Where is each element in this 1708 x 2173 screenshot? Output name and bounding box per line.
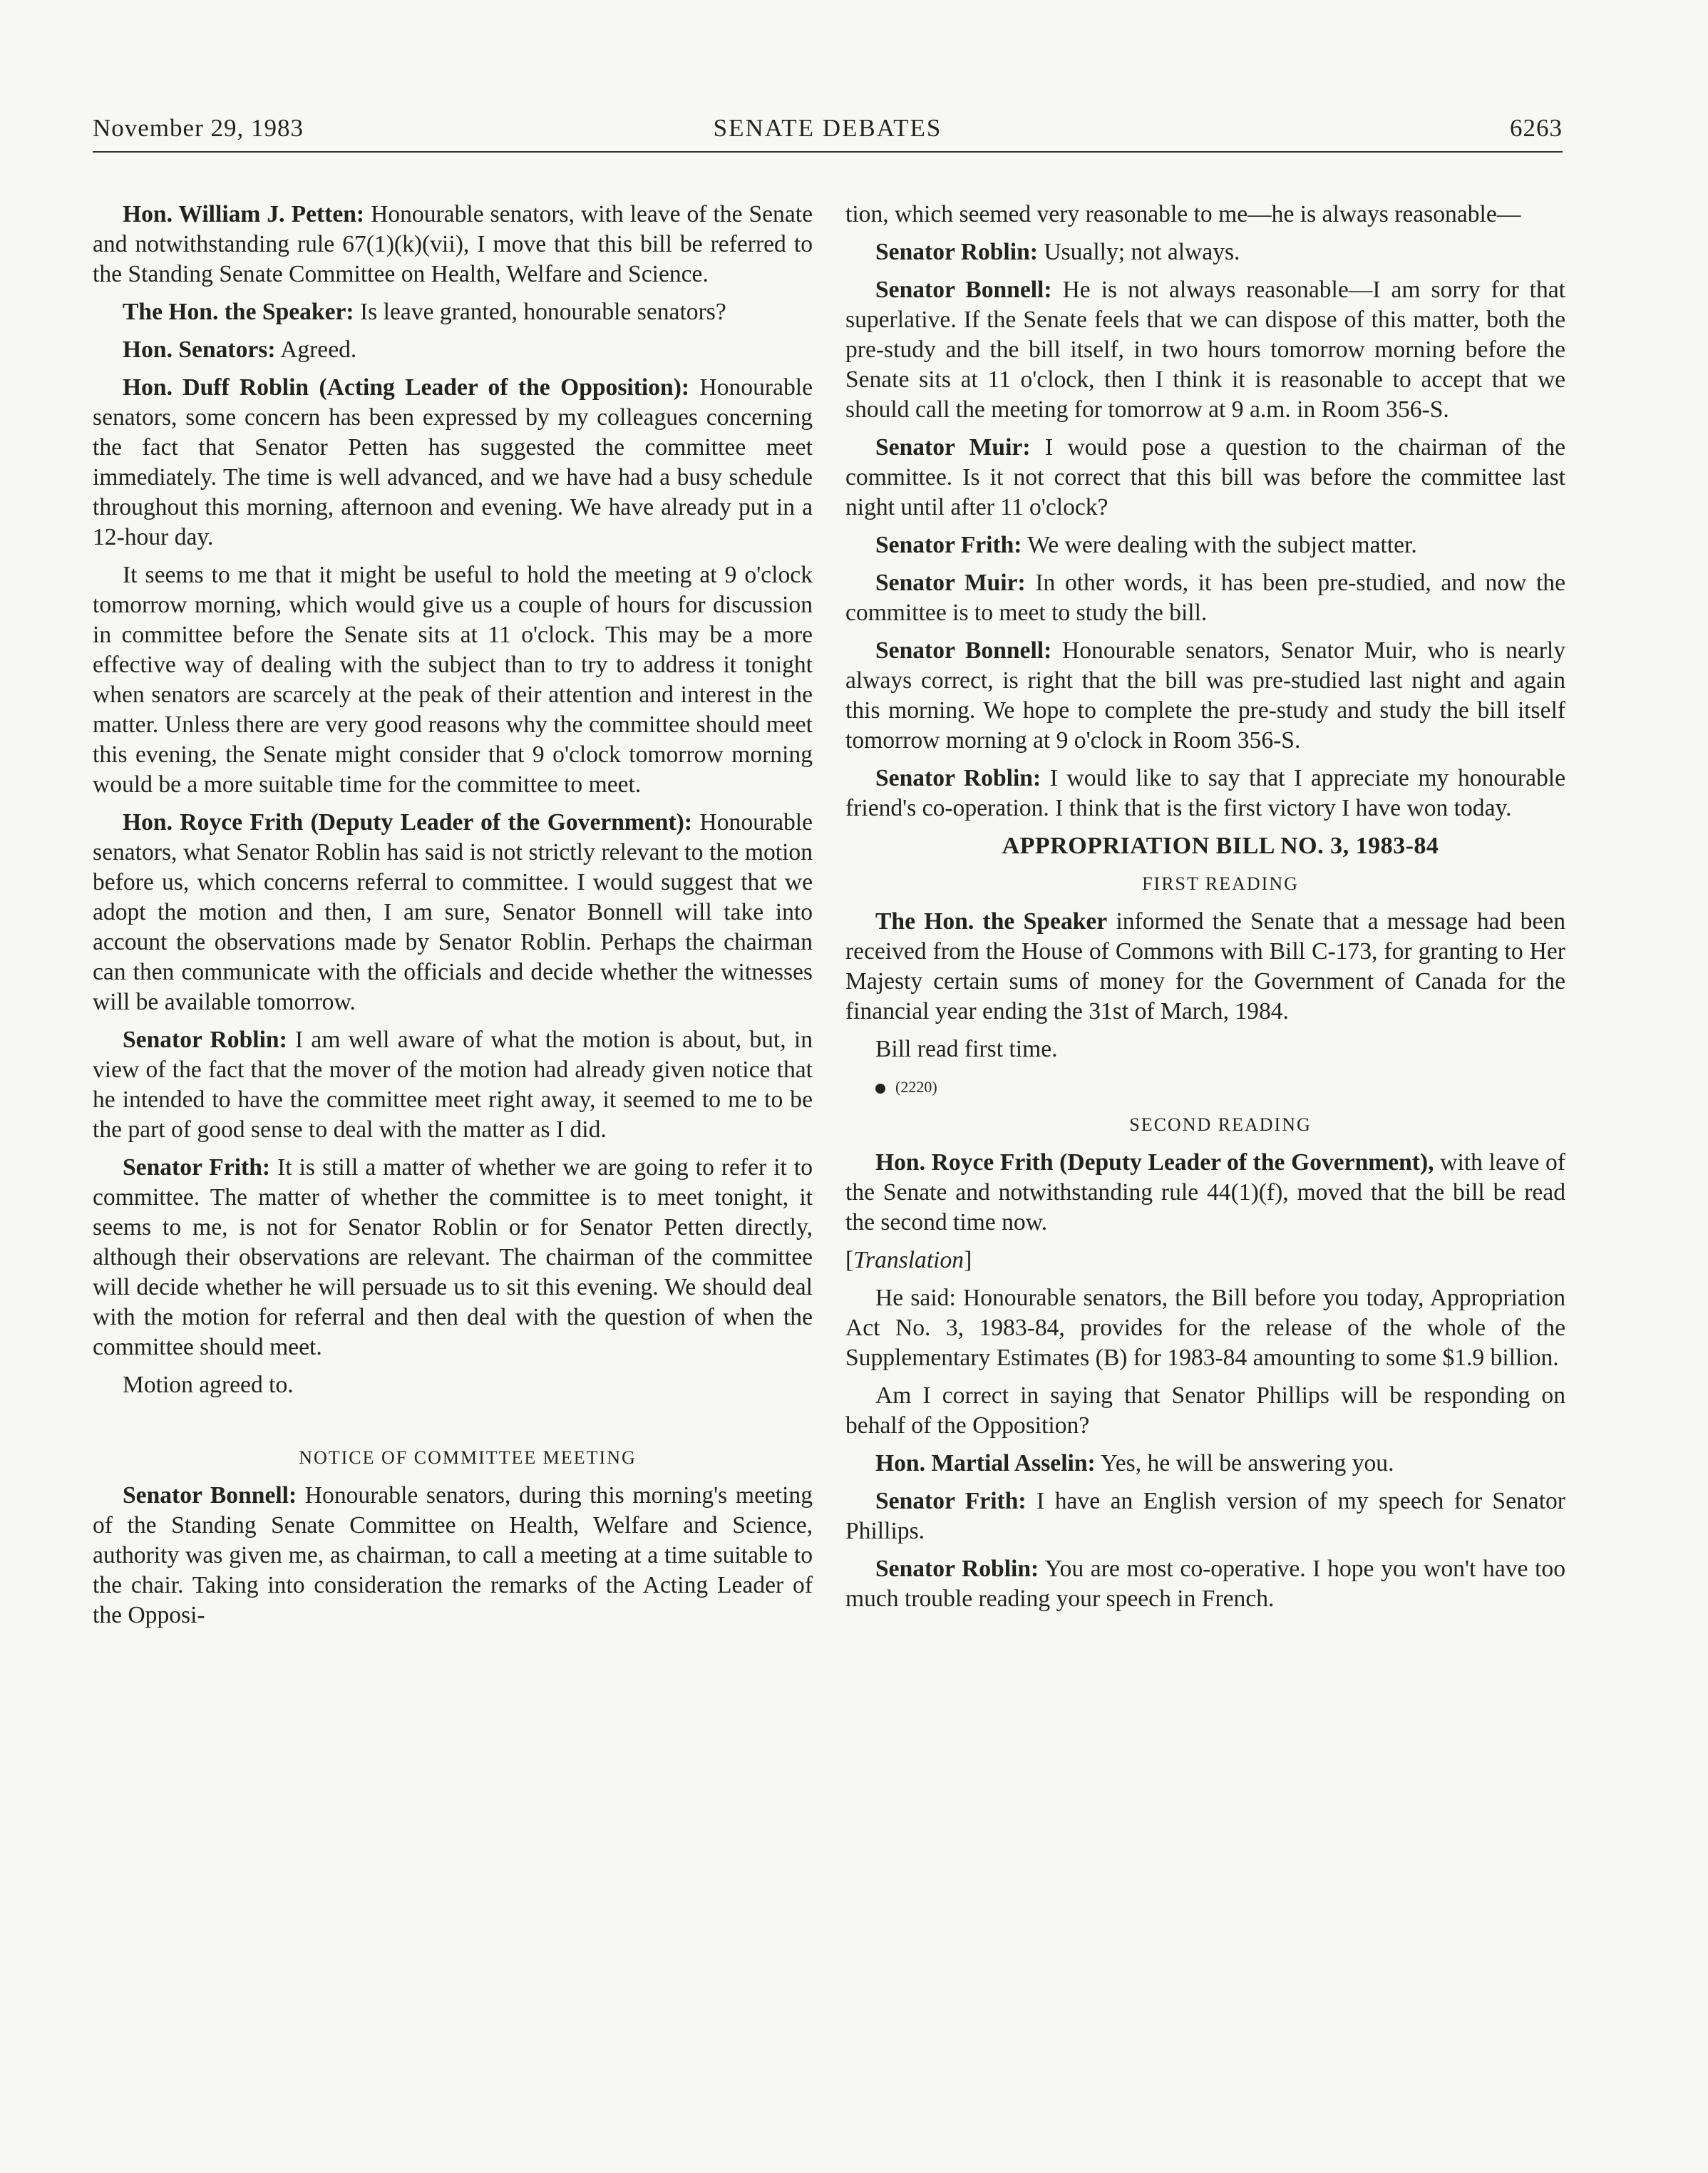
speech-text: It is still a matter of whether we are going to refer it to committee. The matter of whether the committee is to meet tonight, it seems to me, is not for Senator Roblin or for Senator Petten directly, although their observations are relevant. The chairman of the committee will decide whether he will persuade us to sit this evening. We should deal with the motion for referral and then deal with the question of when the committee should meet. (93, 1154, 813, 1360)
paragraph (845, 1283, 1565, 1373)
speech-text: It seems to me that it might be useful to hold the meeting at 9 o'clock tomorrow morning, which would give us a couple of hours for discussion in committee before the Senate sits at 11 o'clock. This may be a more effective way of dealing with the subject than to try to address it tonight when senators are scarcely at the peak of their attention and interest in the matter. Unless there are very good reasons why the committee should meet this evening, the Senate might consider that 9 o'clock tomorrow morning would be a more suitable time for the committee to meet. (93, 562, 813, 798)
speaker-name: Hon. Martial Asselin: (875, 1450, 1096, 1476)
paragraph (93, 373, 813, 553)
paragraph (845, 636, 1565, 756)
paragraph (845, 275, 1565, 425)
paragraph (845, 237, 1565, 267)
right-column (845, 200, 1565, 1622)
paragraph (93, 200, 813, 289)
notice-heading: NOTICE OF COMMITTEE MEETING (299, 1447, 637, 1468)
speech-text: I have an English version of my speech for Senator Phillips. (845, 1488, 1565, 1544)
header-date: November 29, 1983 (93, 114, 304, 142)
speech-text: tion, which seemed very reasonable to me—he is always reasonable— (845, 201, 1521, 227)
paragraph (93, 1025, 813, 1145)
paragraph (845, 1486, 1565, 1546)
paragraph (845, 1148, 1565, 1238)
speaker-name: Senator Roblin: (875, 239, 1038, 265)
speaker-name: Senator Bonnell: (123, 1482, 297, 1509)
paragraph (845, 433, 1565, 523)
speaker-name: Hon. Royce Frith (Deputy Leader of the Government): (123, 809, 693, 836)
bill-heading: APPROPRIATION BILL NO. 3, 1983-84 (1002, 833, 1439, 859)
speech-text: Usually; not always. (1037, 239, 1240, 265)
paragraph (93, 1481, 813, 1630)
speech-text: Honourable senators, with leave of the Senate and notwithstanding rule 67(1)(k)(vii), I move that this bill be referred to the Standing Senate Committee on Health, Welfare and Science. (93, 201, 813, 287)
left-column (93, 200, 813, 1638)
paragraph (845, 1034, 1565, 1064)
speaker-name: Senator Bonnell: (875, 277, 1052, 303)
translation-label: Translation (853, 1247, 964, 1273)
speech-text: Honourable senators, what Senator Roblin has said is not strictly relevant to the motion before us, which concerns referral to committee. I would suggest that we adopt the motion and then, I am sure, Senator Bonnell will take into account the observations made by Senator Roblin. Perhaps the chairman can then communicate with the officials and decide whether the witnesses will be available tomorrow. (93, 809, 813, 1015)
paragraph (93, 1370, 813, 1400)
paragraph (845, 200, 1565, 230)
paragraph (845, 1554, 1565, 1614)
speech-text: He said: Honourable senators, the Bill before you today, Appropriation Act No. 3, 1983-84, provides for the release of the whole of the Supplementary Estimates (B) for 1983-84 amounting to some $1.9 billion. (845, 1285, 1565, 1371)
speaker-name: The Hon. the Speaker: (123, 299, 354, 325)
bullet-dot-icon (875, 1084, 885, 1094)
speaker-name: The Hon. the Speaker (875, 908, 1108, 935)
header-rule (93, 151, 1563, 153)
paragraph (93, 1153, 813, 1362)
paragraph (845, 907, 1565, 1027)
speech-text: I would pose a question to the chairman of the committee. Is it not correct that this bill was before the committee last night until after 11 o'clock? (845, 434, 1565, 520)
first-reading-heading: FIRST READING (1142, 873, 1299, 894)
time-marker (845, 1072, 1565, 1102)
speaker-name: Senator Roblin: (123, 1027, 287, 1053)
speaker-name: Senator Frith: (875, 532, 1022, 558)
speech-text: Bill read first time. (875, 1036, 1058, 1062)
speech-text: You are most co-operative. I hope you won't have too much trouble reading your speech in French. (845, 1556, 1565, 1612)
speech-text: Honourable senators, Senator Muir, who is nearly always correct, is right that the bill was pre-studied last night and again this morning. We hope to complete the pre-study and study the bill itself tomorrow morning at 9 o'clock in Room 356-S. (845, 637, 1565, 754)
speech-text: In other words, it has been pre-studied, and now the committee is to meet to study the bill. (845, 570, 1565, 626)
paragraph (845, 1449, 1565, 1479)
paragraph (93, 560, 813, 800)
speech-text: Is leave granted, honourable senators? (354, 299, 726, 325)
speech-text: We were dealing with the subject matter. (1022, 532, 1417, 558)
paragraph (93, 808, 813, 1017)
translation-note: [Translation] (845, 1247, 972, 1273)
speaker-name: Senator Roblin: (875, 765, 1041, 791)
header-title: SENATE DEBATES (713, 114, 942, 142)
speaker-name: Senator Muir: (875, 570, 1026, 596)
speech-text: with leave of the Senate and notwithstanding rule 44(1)(f), moved that the bill be read the second time now. (845, 1149, 1565, 1236)
time-marker-text: (2220) (895, 1078, 937, 1096)
paragraph (93, 335, 813, 365)
header-page-number: 6263 (1510, 114, 1563, 142)
speaker-name: Hon. Senators: (123, 337, 276, 363)
speech-text: informed the Senate that a message had been received from the House of Commons with Bill C-173, for granting to Her Majesty certain sums of money for the Government of Canada for the financial year ending the 31st of March, 1984. (845, 908, 1566, 1024)
speaker-name: Senator Frith: (123, 1154, 271, 1181)
speaker-name: Senator Roblin: (875, 1556, 1039, 1582)
paragraph (93, 297, 813, 327)
speaker-name: Senator Bonnell: (875, 637, 1052, 664)
speech-text: Yes, he will be answering you. (1095, 1450, 1394, 1476)
paragraph (845, 764, 1565, 823)
paragraph (845, 530, 1565, 560)
speech-text: Honourable senators, during this morning's meeting of the Standing Senate Committee on Health, Welfare and Science, authority was given me, as chairman, to call a meeting at a time suitable to the chair. Taking into consideration the remarks of the Acting Leader of the Opposi- (93, 1482, 813, 1628)
second-reading-heading: SECOND READING (1129, 1114, 1312, 1135)
speech-text: I would like to say that I appreciate my honourable friend's co-operation. I think that is the first victory I have won today. (845, 765, 1566, 821)
speaker-name: Hon. Duff Roblin (Acting Leader of the Opposition): (123, 374, 690, 401)
speaker-name: Senator Frith: (875, 1488, 1027, 1514)
speech-text: Agreed. (275, 337, 357, 363)
speaker-name: Hon. William J. Petten: (123, 201, 365, 227)
speech-text: Honourable senators, some concern has been expressed by my colleagues concerning the fact that Senator Petten has suggested the committee meet immediately. The time is well advanced, and we have had a busy schedule throughout this morning, afternoon and evening. We have already put in a 12-hour day. (93, 374, 813, 550)
speech-text: He is not always reasonable—I am sorry for that superlative. If the Senate feels that we can dispose of this matter, both the pre-study and the bill itself, in two hours tomorrow morning before the Senate sits at 11 o'clock, then I think it is reasonable to accept that we should call the meeting for tomorrow at 9 a.m. in Room 356-S. (845, 277, 1565, 423)
speech-text: Am I correct in saying that Senator Phillips will be responding on behalf of the Opposition? (845, 1382, 1565, 1439)
speaker-name: Hon. Royce Frith (Deputy Leader of the Government), (875, 1149, 1434, 1176)
paragraph (845, 1381, 1565, 1441)
paragraph (845, 568, 1565, 628)
speech-text: Motion agreed to. (123, 1372, 294, 1398)
speaker-name: Senator Muir: (875, 434, 1031, 461)
speech-text: I am well aware of what the motion is about, but, in view of the fact that the mover of the motion had already given notice that he intended to have the committee meet right away, it seemed to me to be the part of good sense to deal with the matter as I did. (93, 1027, 813, 1143)
page-header (93, 114, 1563, 154)
